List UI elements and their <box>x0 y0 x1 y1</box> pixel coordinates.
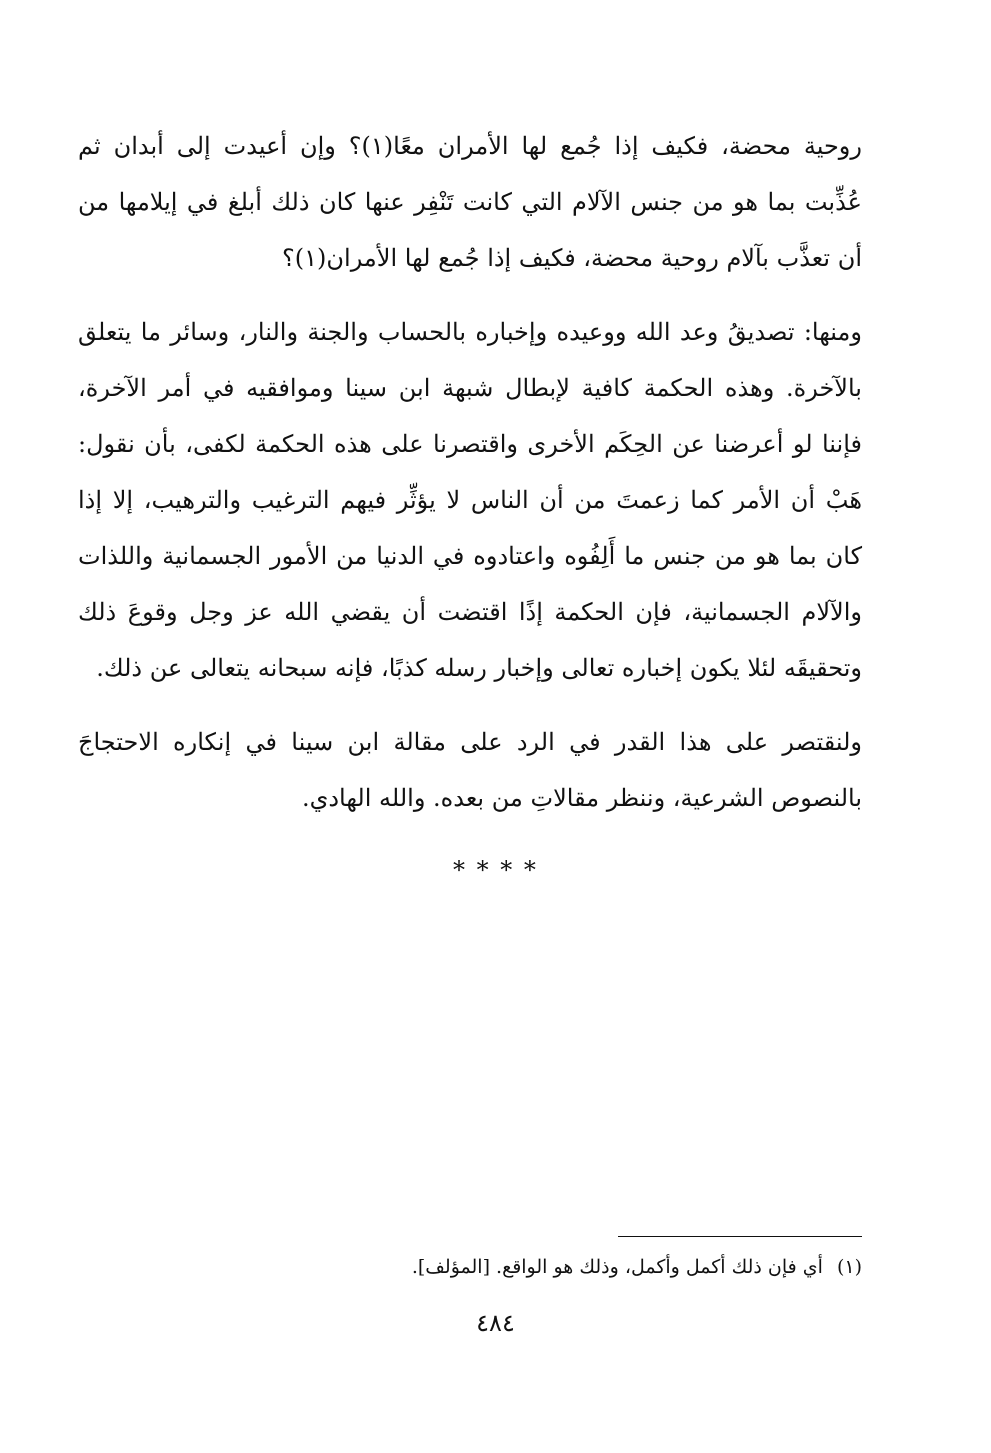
main-text <box>78 118 862 844</box>
section-ornament: * * * * <box>453 856 538 884</box>
paragraph-1: روحية محضة، فكيف إذا جُمع لها الأمران معًا(١)؟ وإن أعيدت إلى أبدان ثم عُذِّبت بما هو من جنس الآلام التي كانت تَنْفِر عنها كان ذلك أبلغ في إيلامها من أن تعذَّب بآلام روحية محضة، فكيف إذا جُمع لها الأمران(١)؟ <box>78 132 862 272</box>
footnote-marker: (١) <box>836 1256 862 1278</box>
paragraph-2: ومنها: تصديقُ وعد الله ووعيده وإخباره بالحساب والجنة والنار، وسائر ما يتعلق بالآخرة. وهذه الحكمة كافية لإبطال شبهة ابن سينا وموافقيه في أمر الآخرة، فإننا لو أعرضنا عن الحِكَم الأخرى واقتصرنا على هذه الحكمة لكفى، بأن نقول: هَبْ أن الأمر كما زعمتَ من أن الناس لا يؤثِّر فيهم الترغيب والترهيب، إلا إذا كان بما هو من جنس ما أَلِفُوه واعتادوه في الدنيا من الأمور الجسمانية واللذات والآلام الجسمانية، فإن الحكمة إذًا اقتضت أن يقضي الله عز وجل وقوعَ ذلك وتحقيقَه لئلا يكون إخباره تعالى وإخبار رسله كذبًا، فإنه سبحانه يتعالى عن ذلك. <box>78 318 862 682</box>
footnote-divider <box>618 1236 862 1237</box>
footnote-text: أي فإن ذلك أكمل وأكمل، وذلك هو الواقع. [المؤلف]. <box>411 1256 823 1278</box>
footnote <box>140 1251 862 1283</box>
paragraph-3: ولنقتصر على هذا القدر في الرد على مقالة ابن سينا في إنكاره الاحتجاجَ بالنصوص الشرعية، وننظر مقالاتِ من بعده. والله الهادي. <box>78 728 862 812</box>
page-number: ٤٨٤ <box>476 1309 515 1337</box>
